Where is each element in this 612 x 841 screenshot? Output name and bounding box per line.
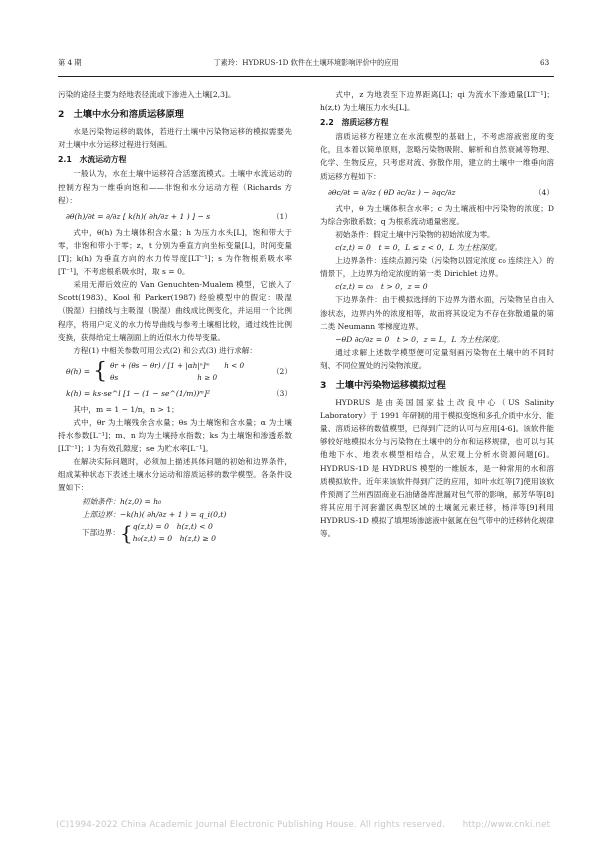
equation-2-brace: { [93, 358, 108, 384]
equation-3-body: k(h) = ks·se^l [1 − (1 − se^(1/m))ᵐ]² [66, 388, 210, 398]
upper-boundary: 上部边界：−k(h)( ∂h/∂z + 1 ) = q_i(0,t) [82, 509, 227, 519]
section-2-heading: 2 土壤中水分和溶质运移原理 [58, 109, 184, 121]
equation-3-where: 其中，m = 1 − 1/n，n > 1； [73, 404, 179, 414]
equation-4-number: （4） [533, 187, 554, 197]
issue-number: 第 4 期 [58, 58, 82, 67]
equation-4 [320, 186, 554, 199]
left-column [58, 88, 292, 545]
equation-4-body: ∂θc/∂t = ∂/∂z ( θD ∂c/∂z ) − ∂qc/∂z [328, 187, 456, 197]
lower-boundary-brace: { [119, 520, 133, 545]
equation-3 [58, 387, 292, 400]
equation-1-description: 式中，θ(h) 为土壤体积含水量；h 为压力水头[L]，饱和带大于零，非饱和带小于零；z，t 分别为垂直方向坐标变量[L]，时间变量[T]；k(h) 为垂直方向的水力传导度[LT⁻¹]；s 为作物根系吸水率[T⁻¹]，不考虑根系吸水时，取 s = 0。 [58, 227, 292, 277]
equation-3-number: （3） [271, 388, 292, 398]
solute-initial-condition: 初始条件：假定土壤中污染物的初始浓度为零。 [335, 229, 495, 239]
equation-2-lhs: θ(h) = [66, 367, 91, 377]
lower-boundary-label: 下部边界： [82, 528, 120, 538]
solute-transport-paragraph: 溶质运移方程建立在水流模型的基础上，不考虑溶液密度的变化，且本着以简单原则，忽略污染物吸附、解析和自然衰减等物理、化学、生物反应，只考虑对流、弥散作用，建立的土壤中一维垂向溶质运移方程如下： [320, 132, 554, 181]
lower-boundary-case-2: h₀(z,t) = 0 h(z,t) ≥ 0 [132, 533, 216, 543]
equation-1-body: ∂θ(h)/∂t = ∂/∂z [ k(h)( ∂h/∂z + 1 ) ] − s [66, 211, 211, 221]
equation-2 [58, 360, 292, 384]
equation-2-case-2: θs h ≥ 0 [110, 372, 218, 382]
parameters-paragraph: 方程(1) 中相关参数可用公式(2) 和公式(3) 进行求解： [73, 345, 257, 355]
subsection-2-2-heading: 2.2 溶质运移方程 [320, 118, 389, 128]
solute-initial-equation: c(z,t) = 0 t = 0，L ≤ z < 0，L 为土柱深度。 [335, 243, 502, 253]
subsection-2-1-heading: 2.1 水流运动方程 [58, 155, 127, 165]
section-2-paragraph: 水是污染物运移的载体，若进行土壤中污染物运移的模拟需要先对土壤中水分运移过程进行刻画。 [58, 127, 292, 150]
equation-2-case-1: θr + (θs − θr) / [1 + |αh|ⁿ]ᵐ h < 0 [110, 360, 245, 370]
initial-condition: 初始条件：h(z,0) = h₀ [82, 496, 162, 506]
equation-3-description: 式中，θr 为土壤残余含水量；θs 为土壤饱和含水量；α 为土壤持水参数[L⁻¹]；m、n 均为土壤持水指数；ks 为土壤饱和渗透系数[LT⁻¹]；l 为有效孔隙度；se 为贮水率[L⁻¹]。 [58, 417, 292, 454]
solute-lower-boundary: 下边界条件：由于模拟选择的下边界为潜水面，污染物呈自由入渗状态，边界内外的浓度相等，故而将其设定为不存在弥散通量的第二类 Neumann 零梯度边界。 [320, 295, 554, 331]
hydrus-paragraph: HYDRUS 是由美国国家盐土改良中心（US Salinity Laboratory）于 1991 年研制的用于模拟变饱和多孔介质中水分、能量、溶质运移的数值模型，已得到广泛的认可与应用[4-6]。该软件能够较好地模拟水分与污染物在土壤中的分布和运移规律，也可以与其他地下水、地表水模型相结合，从宏观上分析水资源问题[6]。HYDRUS-1D 是 HYDRUS 模型的一维版本，是一种常用的水和溶质模拟软件。近年来该软件得到广泛的应用，如叶水红等[7]使用该软件预测了兰州西固商业石油储备库泄漏对包气带的影响，郝芳华等[8]将其应用于河套灌区典型区域的土壤氮元素迁移，杨洋等[9]利用 HYDRUS-1D 模拟了填埋场渗滤液中氨氮在包气带中的迁移转化规律等。 [320, 398, 554, 538]
lower-boundary-case-1: q(z,t) = 0 h(z,t) < 0 [132, 521, 213, 531]
boundary-variables-paragraph: 式中，z 为地表至下边界距离[L]；qi 为流水下渗通量[LT⁻¹]；h(z,t) 为土壤压力水头[L]。 [320, 90, 554, 113]
equation-4-description: 式中，θ 为土壤体积含水率；c 为土壤液相中污染物的浓度；D 为综合弥散系数；q 为根系流动通量密度。 [320, 203, 554, 226]
running-title: 丁素玲：HYDRUS-1D 软件在土壤环境影响评价中的应用 [213, 58, 399, 67]
right-column [320, 88, 554, 540]
equation-2-number: （2） [271, 367, 292, 377]
model-summary-paragraph: 通过求解上述数学模型便可定量刻画污染物在土壤中的不同时刻、不同位置处的污染物浓度。 [320, 347, 554, 370]
van-genuchten-paragraph: 采用无滞后效应的 Van Genuchten-Mualem 模型，它嵌入了 Scott(1983)、Kool 和 Parker(1987) 经验模型中的假定：吸湿（脱湿）扫描线与主吸湿（脱湿）曲线成比例变化，并运用一个比例程序，将用户定义的水力传导曲线与参考土壤相比较，通过线性比例变换，获得给定土壤剖面上的近似水力传导变量。 [58, 280, 292, 342]
lower-boundary [58, 521, 292, 545]
conditions-paragraph: 在解决实际问题时，必须加上描述具体问题的初始和边界条件，组成某种状态下表述土壤水分运动和溶质运移的数学模型。各条件设置如下： [58, 457, 292, 493]
solute-upper-equation: c(z,t) = c₀ t > 0，z = 0 [335, 282, 428, 292]
intro-paragraph: 污染的途径主要为经地表径流或下渗进入土壤[2,3]。 [58, 90, 236, 99]
solute-lower-equation: −θD ∂c/∂z = 0 t > 0，z = L，L 为土柱深度。 [335, 334, 505, 344]
header-rule [58, 76, 554, 77]
copyright-footer: (C)1994-2022 China Academic Journal Electronic Publishing House. All rights reserved. http://www.cnki.net [56, 820, 551, 830]
equation-1 [58, 210, 292, 223]
section-3-heading: 3 土壤中污染物运移模拟过程 [320, 379, 446, 391]
water-flow-paragraph: 一般认为，水在土壤中运移符合活塞流模式。土壤中水流运动的控制方程为一维垂向饱和——非饱和水分运动方程（Richards 方程）： [58, 169, 292, 205]
equation-1-number: （1） [271, 211, 292, 221]
solute-upper-boundary: 上边界条件：连续点源污染（污染物以固定浓度 c₀ 连续注入）的情景下，上边界为给定浓度的第一类 Dirichlet 边界。 [320, 256, 554, 279]
page-number: 63 [540, 58, 550, 67]
